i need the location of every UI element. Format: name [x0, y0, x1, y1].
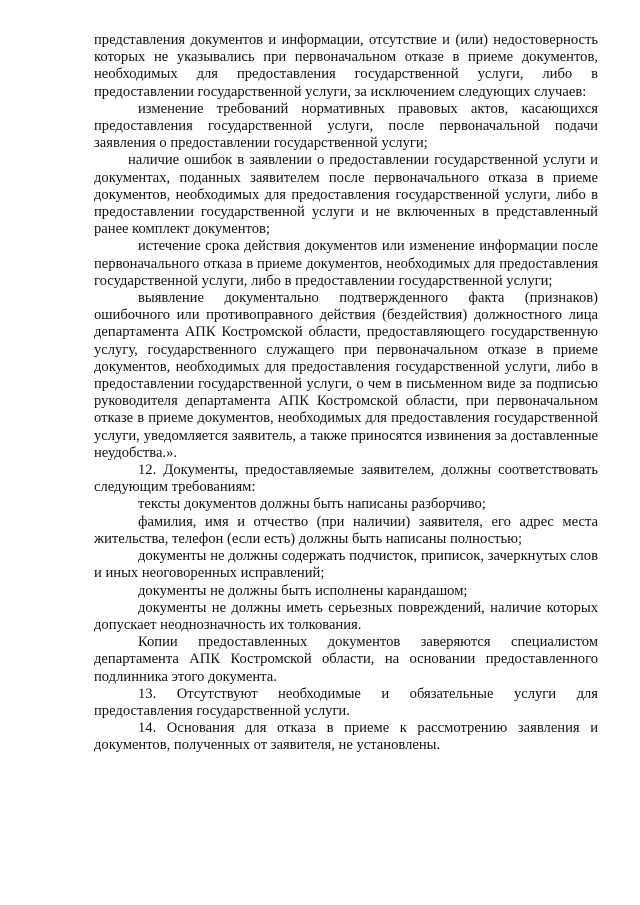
paragraph-requirement-4: документы не должны быть исполнены карандашом;	[138, 582, 468, 599]
paragraph-exception-4: выявление документально подтвержденного факта (признаков) ошибочного или противоправного действия (бездействия) должностного лица департамента АПК Костромской области, предоставляющего государственную услугу, государственного служащего при первоначальном отказе в приеме документов, необходимых для предоставления государственной услуги, либо в предоставлении государственной услуги, о чем в письменном виде за подписью руководителя департамента АПК Костромской области, при первоначальном отказе в приеме документов, необходимых для предоставления государственной услуги, уведомляется заявитель, а также приносятся извинения за доставленные неудобства.».	[94, 290, 598, 461]
paragraph-continuation: представления документов и информации, отсутствие и (или) недостоверность которых не указывались при первоначальном отказе в приеме документов, необходимых для предоставления государственной услуги, либо в предоставлении государственной услуги, за исключением следующих случаев:	[94, 32, 598, 100]
paragraph-requirement-2: фамилия, имя и отчество (при наличии) заявителя, его адрес места жительства, телефон (если есть) должны быть написаны полностью;	[94, 513, 598, 547]
paragraph-item-14: 14. Основания для отказа в приеме к рассмотрению заявления и документов, полученных от заявителя, не установлены.	[94, 720, 598, 754]
paragraph-copies: Копии предоставленных документов заверяются специалистом департамента АПК Костромской области, на основании предоставленного подлинника этого документа.	[94, 634, 598, 685]
paragraph-exception-3: истечение срока действия документов или изменение информации после первоначального отказа в приеме документов, необходимых для предоставления государственной услуги, либо в предоставлении государственной услуги;	[94, 238, 598, 289]
paragraph-item-12: 12. Документы, предоставляемые заявителем, должны соответствовать следующим требованиям:	[94, 462, 598, 496]
paragraph-exception-1: изменение требований нормативных правовых актов, касающихся предоставления государственной услуги, после первоначальной подачи заявления о предоставлении государственной услуги;	[94, 100, 598, 152]
paragraph-requirement-1: тексты документов должны быть написаны разборчиво;	[138, 496, 486, 513]
paragraph-requirement-5: документы не должны иметь серьезных повреждений, наличие которых допускает неоднозначность их толкования.	[94, 599, 598, 633]
document-page	[94, 32, 598, 755]
paragraph-exception-2: наличие ошибок в заявлении о предоставлении государственной услуги и документах, поданных заявителем после первоначального отказа в приеме документов, необходимых для предоставления государственной услуги, либо в предоставлении государственной услуги и не включенных в представленный ранее комплект документов;	[94, 152, 598, 238]
paragraph-item-13: 13. Отсутствуют необходимые и обязательные услуги для предоставления государственной услуги.	[94, 685, 598, 719]
paragraph-requirement-3: документы не должны содержать подчисток, приписок, зачеркнутых слов и иных неоговоренных исправлений;	[94, 548, 598, 582]
